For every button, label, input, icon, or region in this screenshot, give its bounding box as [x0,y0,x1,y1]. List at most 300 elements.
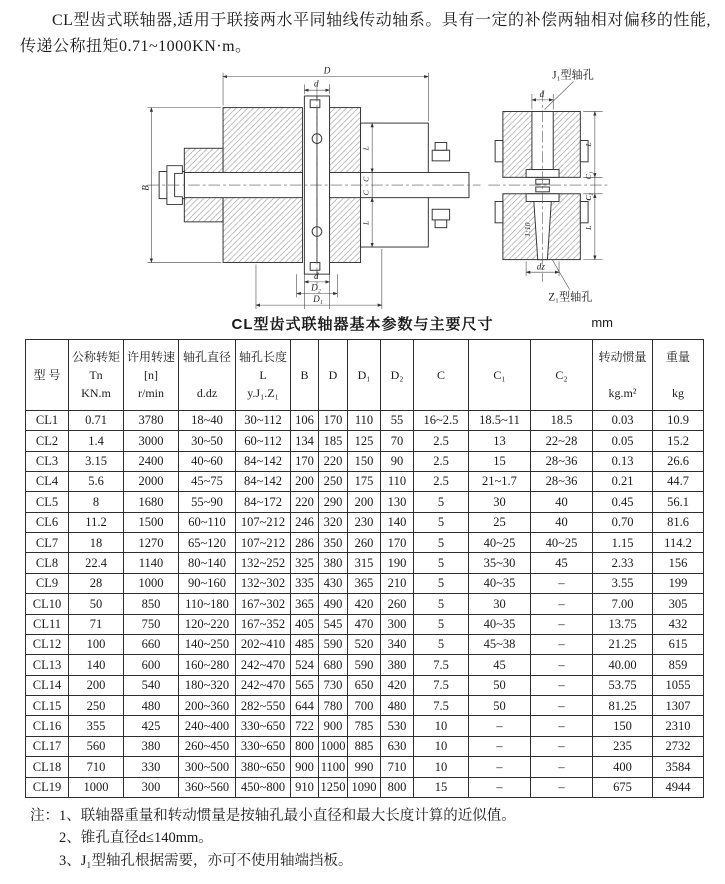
column-header: D₁ [348,339,381,410]
value-cell: 490 [319,594,348,614]
value-cell: 90 [381,451,414,471]
value-cell: 3584 [653,757,704,777]
value-cell: 315 [348,553,381,573]
value-cell: 40~35 [469,573,531,593]
value-cell: 110~180 [179,594,236,614]
value-cell: 55 [381,410,414,430]
value-cell: 11.2 [69,512,124,532]
value-cell: 65~120 [179,533,236,553]
model-cell: CL19 [26,777,69,797]
column-header: 型 号 [26,339,69,410]
value-cell: 106 [291,410,319,430]
value-cell: 60~112 [236,431,291,451]
j1-hole-label: J₁型轴孔 [552,69,594,82]
value-cell: 5.6 [69,471,124,491]
value-cell: 380 [381,655,414,675]
dim-C1-label: C₁ [583,171,593,180]
table-row [26,410,704,430]
table-row [26,451,704,471]
value-cell: 7.5 [414,655,469,675]
value-cell: 680 [319,655,348,675]
value-cell: 130 [381,492,414,512]
value-cell: 900 [291,757,319,777]
value-cell: 2310 [653,716,704,736]
value-cell: 240~400 [179,716,236,736]
value-cell: 80~140 [179,553,236,573]
value-cell: 18~40 [179,410,236,430]
table-row [26,696,704,716]
value-cell: 530 [381,716,414,736]
value-cell: 590 [319,634,348,654]
value-cell: 10 [414,757,469,777]
column-header: B [291,339,319,410]
value-cell: 84~142 [236,451,291,471]
model-cell: CL16 [26,716,69,736]
model-cell: CL3 [26,451,69,471]
value-cell: 185 [319,431,348,451]
column-header: 转动惯量 kg.m² [593,339,653,410]
value-cell: 70 [381,431,414,451]
value-cell: 420 [348,594,381,614]
dim-D1-label: D₁ [313,294,323,305]
table-body [26,410,704,797]
value-cell: 5 [414,512,469,532]
value-cell: 10.9 [653,410,704,430]
column-header: C [414,339,469,410]
value-cell: 325 [291,553,319,573]
value-cell: 250 [69,696,124,716]
taper-ratio-label: 1:10 [522,222,532,237]
value-cell: 230 [348,512,381,532]
value-cell: 0.71 [69,410,124,430]
value-cell: – [531,594,593,614]
value-cell: 200~360 [179,696,236,716]
note-item: 1、联轴器重量和转动惯量是按轴孔最小直径和最大长度计算的近似值。 [59,807,516,824]
value-cell: 485 [291,634,319,654]
value-cell: 560 [69,736,124,756]
value-cell: – [531,736,593,756]
value-cell: 710 [381,757,414,777]
value-cell: 150 [593,716,653,736]
value-cell: 21.25 [593,634,653,654]
value-cell: – [531,675,593,695]
value-cell: 355 [69,716,124,736]
value-cell: 360~560 [179,777,236,797]
value-cell: 722 [291,716,319,736]
value-cell: 3.15 [69,451,124,471]
value-cell: 90~160 [179,573,236,593]
value-cell: – [469,757,531,777]
value-cell: 44.7 [653,471,704,491]
value-cell: 2732 [653,736,704,756]
z1-hole-label: Z₁型轴孔 [548,291,593,304]
column-header: 轴孔长度 L y.J₁.Z₁ [236,339,291,410]
value-cell: 335 [291,573,319,593]
value-cell: 1307 [653,696,704,716]
value-cell: 81.6 [653,512,704,532]
value-cell: 16~2.5 [414,410,469,430]
value-cell: 800 [291,736,319,756]
table-row [26,431,704,451]
value-cell: 84~142 [236,471,291,491]
value-cell: 300 [381,614,414,634]
value-cell: 30~112 [236,410,291,430]
value-cell: 170 [381,533,414,553]
value-cell: 1055 [653,675,704,695]
value-cell: 260 [381,594,414,614]
value-cell: 200 [69,675,124,695]
value-cell: 320 [319,512,348,532]
dim-C-upper-label: C [361,176,371,182]
dim-C-lower-label: C [361,190,371,196]
value-cell: 40.00 [593,655,653,675]
value-cell: 470 [348,614,381,634]
value-cell: 600 [124,655,179,675]
model-cell: CL5 [26,492,69,512]
value-cell: 1500 [124,512,179,532]
value-cell: 25 [469,512,531,532]
value-cell: 1250 [319,777,348,797]
value-cell: 286 [291,533,319,553]
value-cell: 0.03 [593,410,653,430]
value-cell: 180~320 [179,675,236,695]
value-cell: 730 [319,675,348,695]
value-cell: 780 [319,696,348,716]
dim-d-bottom-label: d [314,270,319,281]
value-cell: 1270 [124,533,179,553]
value-cell: 850 [124,594,179,614]
value-cell: 0.13 [593,451,653,471]
value-cell: 15 [414,777,469,797]
value-cell: 330 [124,757,179,777]
table-title: CL型齿式联轴器基本参数与主要尺寸 [231,315,494,333]
value-cell: 590 [348,655,381,675]
dim-C2-label: C₂ [583,192,593,201]
value-cell: 220 [319,451,348,471]
value-cell: 110 [348,410,381,430]
value-cell: 175 [348,471,381,491]
value-cell: 190 [381,553,414,573]
value-cell: 84~172 [236,492,291,512]
value-cell: 202~410 [236,634,291,654]
value-cell: 170 [319,410,348,430]
model-cell: CL8 [26,553,69,573]
value-cell: 71 [69,614,124,634]
model-cell: CL6 [26,512,69,532]
value-cell: 170 [291,451,319,471]
dim-B-label: B [140,184,151,191]
value-cell: 380~650 [236,757,291,777]
column-header: C₁ [469,339,531,410]
value-cell: 40 [531,492,593,512]
value-cell: – [531,614,593,634]
value-cell: 380 [124,736,179,756]
model-cell: CL9 [26,573,69,593]
value-cell: 140 [69,655,124,675]
value-cell: 990 [348,757,381,777]
value-cell: 425 [124,716,179,736]
value-cell: 56.1 [653,492,704,512]
table-row [26,573,704,593]
value-cell: 107~212 [236,533,291,553]
column-header: D [319,339,348,410]
table-row [26,553,704,573]
value-cell: 28~36 [531,451,593,471]
value-cell: 305 [653,594,704,614]
model-cell: CL13 [26,655,69,675]
value-cell: 260 [348,533,381,553]
value-cell: 5 [414,594,469,614]
model-cell: CL11 [26,614,69,634]
value-cell: 132~252 [236,553,291,573]
value-cell: 10 [414,736,469,756]
value-cell: 167~302 [236,594,291,614]
value-cell: 60~110 [179,512,236,532]
value-cell: 430 [319,573,348,593]
dim-L-right-bottom-label: L [583,225,593,230]
column-header: 公称转矩 Tn KN.m [69,339,124,410]
value-cell: 885 [348,736,381,756]
value-cell: 5 [414,492,469,512]
value-cell: 700 [348,696,381,716]
value-cell: 330~650 [236,716,291,736]
value-cell: 45 [531,553,593,573]
dim-L-lower-label: L [361,220,371,225]
value-cell: 520 [348,634,381,654]
table-row [26,634,704,654]
value-cell: 5 [414,573,469,593]
value-cell: 480 [124,696,179,716]
model-cell: CL15 [26,696,69,716]
value-cell: 30 [469,594,531,614]
notes-block [30,805,725,872]
table-unit: mm [591,314,613,330]
value-cell: 7.00 [593,594,653,614]
value-cell: 420 [381,675,414,695]
value-cell: 2400 [124,451,179,471]
value-cell: 5 [414,533,469,553]
value-cell: 140 [381,512,414,532]
value-cell: 1140 [124,553,179,573]
value-cell: 40~25 [469,533,531,553]
value-cell: 242~470 [236,675,291,695]
table-row [26,594,704,614]
value-cell: 340 [381,634,414,654]
value-cell: 2000 [124,471,179,491]
value-cell: 1000 [124,573,179,593]
value-cell: 55~90 [179,492,236,512]
value-cell: 710 [69,757,124,777]
value-cell: 45~38 [469,634,531,654]
table-head-row [26,339,704,410]
value-cell: 200 [291,471,319,491]
value-cell: – [531,777,593,797]
value-cell: 1100 [319,757,348,777]
value-cell: 242~470 [236,655,291,675]
dim-L-upper-label: L [361,145,371,151]
value-cell: 1.4 [69,431,124,451]
value-cell: 200 [348,492,381,512]
value-cell: 50 [469,696,531,716]
value-cell: 160~280 [179,655,236,675]
table-row [26,512,704,532]
value-cell: 0.21 [593,471,653,491]
model-cell: CL2 [26,431,69,451]
value-cell: 660 [124,634,179,654]
value-cell: 45 [469,655,531,675]
value-cell: 524 [291,655,319,675]
dim-d-right-label: d [539,88,545,99]
parameters-table [25,339,704,798]
value-cell: 1090 [348,777,381,797]
value-cell: 110 [381,471,414,491]
value-cell: – [531,573,593,593]
value-cell: 400 [593,757,653,777]
value-cell: 5 [414,614,469,634]
value-cell: 7.5 [414,675,469,695]
dim-d-top-label: d [314,78,319,89]
technical-drawing [132,65,725,309]
value-cell: 5 [414,634,469,654]
value-cell: – [531,655,593,675]
value-cell: 282~550 [236,696,291,716]
dim-D2-label: D₂ [311,282,322,293]
value-cell: 675 [593,777,653,797]
value-cell: – [531,634,593,654]
table-row [26,471,704,491]
value-cell: 900 [319,716,348,736]
value-cell: 81.25 [593,696,653,716]
value-cell: 100 [69,634,124,654]
table-row [26,675,704,695]
value-cell: 365 [348,573,381,593]
value-cell: 250 [319,471,348,491]
table-row [26,777,704,797]
column-header: C₂ [531,339,593,410]
table-row [26,614,704,634]
value-cell: 132~302 [236,573,291,593]
note-item: 3、J₁型轴孔根据需要，亦可不使用轴端挡板。 [59,852,353,869]
table-row [26,716,704,736]
value-cell: 859 [653,655,704,675]
value-cell: 114.2 [653,533,704,553]
intro-paragraph: CL型齿式联轴器,适用于联接两水平同轴线传动轴系。具有一定的补偿两轴相对偏移的性能,传递公称扭矩0.71~1000KN·m。 [20,12,711,56]
value-cell: 800 [381,777,414,797]
value-cell: 260~450 [179,736,236,756]
value-cell: 199 [653,573,704,593]
value-cell: 4944 [653,777,704,797]
value-cell: 210 [381,573,414,593]
value-cell: 156 [653,553,704,573]
value-cell: 10 [414,716,469,736]
value-cell: – [469,716,531,736]
value-cell: 2.5 [414,471,469,491]
table-row [26,492,704,512]
value-cell: 480 [381,696,414,716]
value-cell: 18.5 [531,410,593,430]
value-cell: 50 [69,594,124,614]
value-cell: 40 [531,512,593,532]
value-cell: 7.5 [414,696,469,716]
value-cell: – [469,736,531,756]
value-cell: 140~250 [179,634,236,654]
note-item: 2、锥孔直径d≤140mm。 [59,830,213,847]
model-cell: CL12 [26,634,69,654]
value-cell: 1680 [124,492,179,512]
value-cell: 2.5 [414,451,469,471]
value-cell: 21~1.7 [469,471,531,491]
dim-D-label: D [323,65,331,76]
column-header: 重量 kg [653,339,704,410]
value-cell: 8 [69,492,124,512]
value-cell: – [531,716,593,736]
value-cell: 300~500 [179,757,236,777]
value-cell: 565 [291,675,319,695]
value-cell: 150 [348,451,381,471]
value-cell: 615 [653,634,704,654]
value-cell: 350 [319,533,348,553]
value-cell: 785 [348,716,381,736]
value-cell: 28~36 [531,471,593,491]
value-cell: 750 [124,614,179,634]
value-cell: 50 [469,675,531,695]
value-cell: 40~60 [179,451,236,471]
value-cell: 545 [319,614,348,634]
value-cell: 15.2 [653,431,704,451]
value-cell: 18.5~11 [469,410,531,430]
coupling-drawing-svg [132,65,622,309]
table-row [26,736,704,756]
value-cell: 30~50 [179,431,236,451]
model-cell: CL1 [26,410,69,430]
value-cell: 18 [69,533,124,553]
value-cell: 450~800 [236,777,291,797]
model-cell: CL7 [26,533,69,553]
value-cell: 26.6 [653,451,704,471]
value-cell: 13.75 [593,614,653,634]
dim-L-right-top-label: L [583,142,593,147]
value-cell: 30 [469,492,531,512]
model-cell: CL4 [26,471,69,491]
value-cell: 0.05 [593,431,653,451]
value-cell: – [531,757,593,777]
column-header: 轴孔直径 d.dz [179,339,236,410]
dim-dz-label: dz [536,261,545,272]
value-cell: 45~75 [179,471,236,491]
table-row [26,655,704,675]
model-cell: CL18 [26,757,69,777]
value-cell: 650 [348,675,381,695]
value-cell: 540 [124,675,179,695]
value-cell: 405 [291,614,319,634]
value-cell: 3000 [124,431,179,451]
value-cell: 3780 [124,410,179,430]
value-cell: 432 [653,614,704,634]
value-cell: 125 [348,431,381,451]
model-cell: CL10 [26,594,69,614]
value-cell: 35~30 [469,553,531,573]
value-cell: 330~650 [236,736,291,756]
value-cell: 40~35 [469,614,531,634]
value-cell: 910 [291,777,319,797]
value-cell: 0.45 [593,492,653,512]
value-cell: 28 [69,573,124,593]
value-cell: 644 [291,696,319,716]
value-cell: 246 [291,512,319,532]
value-cell: – [531,696,593,716]
value-cell: 300 [124,777,179,797]
value-cell: 1000 [319,736,348,756]
